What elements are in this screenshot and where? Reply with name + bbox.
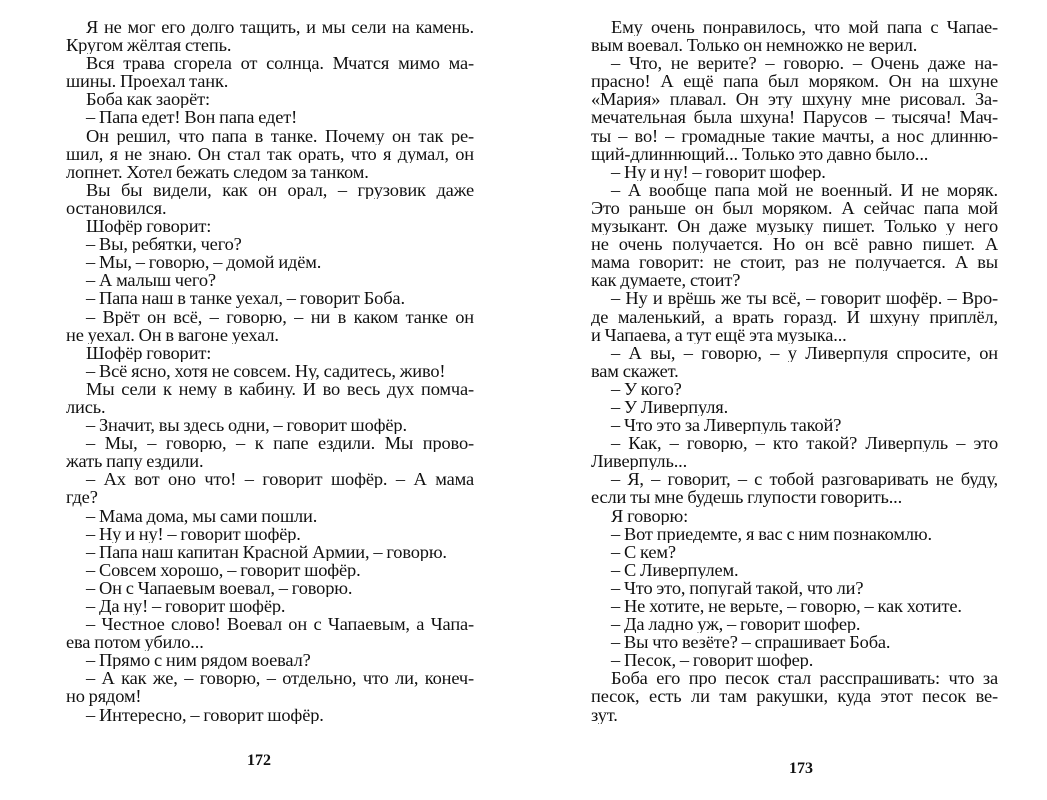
text-line: музыкант. Он даже музыку пишет. Только у него [591,217,998,236]
text-line: прасно! А ещё папа был моряком. Он на шхуне [591,72,998,91]
text-line: – Вы, ребятки, чего? [86,235,242,254]
text-line: – А вообще папа мой не военный. И не моряк. [611,180,998,199]
text-line: – А малыш чего? [86,271,216,290]
text-line: – А вы, – говорю, – у Ливерпуля спросите, он [611,343,998,362]
right-page-number: 173 [789,760,813,777]
text-line: Ливерпуль... [591,452,688,471]
right-page [523,0,1047,800]
text-line: – Песок, – говорит шофер. [611,651,814,670]
text-line: – Мама дома, мы сами пошли. [86,506,318,525]
text-line: мама говорит: не стоит, раз не получается. А вы [591,253,998,272]
text-line: – Папа наш в танке уехал, – говорит Боба. [86,289,405,308]
text-line: щий-длиннющий... Только это давно было... [591,144,929,163]
text-line: – Мы, – говорю, – домой идём. [86,253,322,272]
text-line: как думаете, стоит? [591,271,741,290]
text-line: – Ну и ну! – говорит шофер. [611,162,826,181]
text-line: – Совсем хорошо, – говорит шофёр. [86,560,361,579]
text-line: лопнет. Хотел бежать следом за танком. [66,162,369,181]
text-line: Боба как заорёт: [86,90,210,109]
text-line: – У Ливерпуля. [611,397,729,417]
text-line: – Честное слово! Воевал он с Чапаевым, а Чапа- [86,615,474,634]
text-line: – У кого? [611,379,682,398]
text-line: – А как же, – говорю, – отдельно, что ли, конеч- [86,669,474,688]
text-line: не очень получается. Но он всё равно пишет. А [591,235,998,254]
text-line: если ты мне будешь глупости говорить... [591,488,903,507]
text-line: лись. [66,397,106,417]
text-line: – Что это, попугай такой, что ли? [611,578,864,597]
text-line: – Прямо с ним рядом воевал? [86,651,311,670]
text-line: – Не хотите, не верьте, – говорю, – как хотите. [611,597,962,616]
text-line: Вся трава сгорела от солнца. Мчатся мимо ма- [86,54,474,73]
text-line: Я говорю: [611,506,689,525]
text-line: – С кем? [611,542,676,561]
text-line: – Папа едет! Вон папа едет! [86,108,298,127]
text-line: Я не мог его долго тащить, и мы сели на камень. [86,18,474,37]
text-line: Кругом жёлтая степь. [66,36,232,55]
text-line: – Папа наш капитан Красной Армии, – говорю. [86,542,447,561]
text-line: – Врёт он всё, – говорю, – ни в каком танке он [86,307,474,326]
text-line: вам скажет. [591,361,679,380]
text-line: – Всё ясно, хотя не совсем. Ну, садитесь, живо! [86,361,446,380]
text-line: вым воевал. Только он немножко не верил. [591,36,918,55]
text-line: – Он с Чапаевым воевал, – говорю. [86,578,353,597]
text-line: не уехал. Он в вагоне уехал. [66,325,279,344]
left-page-number: 172 [247,752,271,769]
right-page-text [591,18,998,724]
text-line: – Ах вот оно что! – говорит шофёр. – А мама [86,470,474,489]
text-line: де маленький, а врать горазд. И шхуну приплёл, [591,307,998,326]
text-line: мечательная была шхуна! Парусов – тысяча! Мач- [591,108,998,127]
text-line: Боба его про песок стал расспрашивать: что за [611,669,998,688]
text-line: Шофёр говорит: [86,343,212,362]
text-line: – Вы что везёте? – спрашивает Боба. [611,633,891,652]
text-line: Вы бы видели, как он орал, – грузовик даже [86,180,474,199]
text-line: – Что это за Ливерпуль такой? [611,416,842,435]
text-line: Он решил, что папа в танке. Почему он так ре- [86,126,474,145]
text-line: где? [66,488,98,507]
text-line: но рядом! [66,687,142,706]
text-line: – Что, не верите? – говорю. – Очень даже на- [611,54,998,73]
text-line: шины. Проехал танк. [66,72,229,91]
text-line: – Значит, вы здесь одни, – говорит шофёр. [86,416,407,435]
text-line: – Ну и ну! – говорит шофёр. [86,524,301,543]
text-line: – Интересно, – говорит шофёр. [86,705,324,724]
text-line: ева потом убило... [66,633,204,652]
text-line: – Как, – говорю, – кто такой? Ливерпуль – это [611,434,998,453]
text-line: Ему очень понравилось, что мой папа с Чапае- [611,18,998,37]
text-line: – Ну и врёшь же ты всё, – говорит шофёр. – Вро- [611,289,998,308]
text-line: жать папу ездили. [66,452,204,471]
text-line: – Да ладно уж, – говорит шофер. [611,615,861,634]
text-line: – Мы, – говорю, – к папе ездили. Мы прово- [86,434,474,453]
text-line: ты – во! – громадные такие мачты, а нос длинню- [591,126,998,145]
text-line: остановился. [66,198,167,218]
text-line: песок, есть ли там ракушки, куда этот песок ве- [591,687,998,706]
text-line: «Мария» плавал. Он эту шхуну мне рисовал. За- [591,90,998,109]
text-line: Это раньше он был моряком. А сейчас папа мой [591,198,998,218]
text-line: Шофёр говорит: [86,217,212,236]
left-page-text [66,18,474,724]
left-page [0,0,523,800]
text-line: – Да ну! – говорит шофёр. [86,597,286,616]
text-line: – С Ливерпулем. [611,560,739,579]
text-line: шил, я не знаю. Он стал так орать, что я думал, он [66,144,474,163]
text-line: – Я, – говорит, – с тобой разговаривать не буду, [611,470,998,489]
text-line: зут. [591,705,618,724]
text-line: Мы сели к нему в кабину. И во весь дух помча- [86,379,474,398]
text-line: – Вот приедемте, я вас с ним познакомлю. [611,524,932,543]
text-line: и Чапаева, а тут ещё эта музыка... [591,325,847,344]
